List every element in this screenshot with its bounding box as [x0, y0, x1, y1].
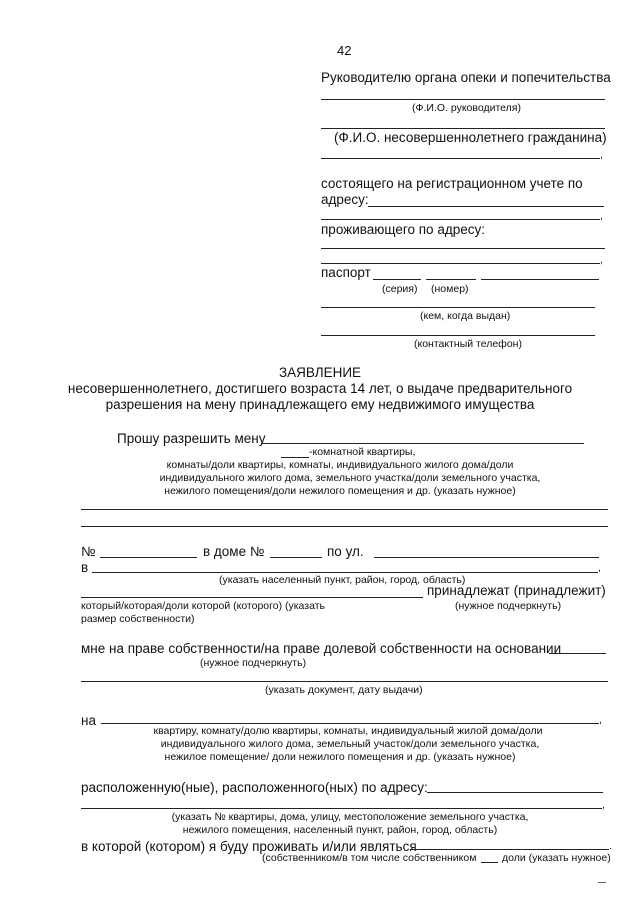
- comma: ,: [599, 714, 602, 726]
- page-number: 42: [337, 43, 352, 58]
- share-hint-1: который/которая/доли которой (которого) (указать: [81, 600, 325, 612]
- passport-series-line[interactable]: [373, 279, 421, 280]
- live-label: в которой (котором) я буду проживать и/или являться: [81, 839, 417, 854]
- in-label: в: [81, 560, 89, 575]
- underline-hint-2: (нужное подчеркнуть): [200, 657, 307, 669]
- registered-label: состоящего на регистрационном учете по: [321, 176, 583, 191]
- location-line[interactable]: [427, 792, 603, 793]
- num-line[interactable]: [100, 557, 197, 558]
- exchange-target-line[interactable]: [101, 723, 599, 724]
- exchange-hint-2: индивидуального жилого дома, земельный участок/доли земельного участка,: [160, 738, 540, 750]
- object-hint-1: комнаты/доли квартиры, комнаты, индивидуального жилого дома/доли: [166, 459, 514, 471]
- comma: ,: [598, 562, 601, 574]
- document-line[interactable]: [81, 681, 608, 682]
- document-title: ЗАЯВЛЕНИЕ: [278, 365, 362, 380]
- locality-hint: (указать населенный пункт, район, город, область): [219, 574, 466, 586]
- object-hint-3: нежилого помещения/доли нежилого помещения и др. (указать нужное): [164, 485, 516, 497]
- head-fio-line[interactable]: [321, 99, 605, 100]
- share-hint-2: размер собственности): [81, 613, 195, 625]
- rooms-hint: -комнатной квартиры,: [309, 446, 416, 458]
- passport-extra-line[interactable]: [481, 279, 599, 280]
- corner-mark: [598, 882, 606, 883]
- address-hint-1: (указать № квартиры, дома, улицу, местоположение земельного участка,: [171, 811, 529, 823]
- comma: ,: [600, 149, 603, 161]
- share-line[interactable]: [81, 597, 423, 598]
- object-line-1[interactable]: [81, 509, 608, 510]
- passport-number-line[interactable]: [426, 279, 476, 280]
- exchange-object-line[interactable]: [261, 443, 584, 444]
- head-fio-hint: (Ф.И.О. руководителя): [412, 102, 521, 114]
- located-label: расположенную(ные), расположенного(ных) по адресу:: [81, 780, 428, 795]
- owner-line[interactable]: [410, 849, 609, 850]
- document-subtitle-line2: разрешения на мену принадлежащего ему недвижимого имущества: [105, 397, 535, 412]
- underline-hint: (нужное подчеркнуть): [455, 600, 562, 612]
- document-hint: (указать документ, дату выдачи): [265, 684, 423, 696]
- comma: ,: [602, 799, 605, 811]
- passport-label: паспорт: [321, 265, 371, 280]
- living-address-line-2[interactable]: [321, 263, 600, 264]
- street-line[interactable]: [374, 557, 599, 558]
- request-label: Прошу разрешить мену: [117, 431, 266, 446]
- owner-hint-a: (собственником/в том числе собственником: [262, 852, 477, 864]
- house-label: в доме №: [203, 544, 265, 559]
- object-line-2[interactable]: [81, 526, 608, 527]
- minor-fio-line-2[interactable]: [321, 158, 600, 159]
- on-label: на: [81, 713, 96, 728]
- owner-hint-b: доли (указать нужное): [502, 852, 611, 864]
- phone-line[interactable]: [321, 335, 595, 336]
- comma: ,: [600, 210, 603, 222]
- exchange-hint-1: квартиру, комнату/долю квартиры, комнаты, индивидуальный жилой дома/доли: [153, 725, 543, 737]
- location-line-2[interactable]: [81, 808, 602, 809]
- issued-hint: (кем, когда выдан): [420, 310, 511, 322]
- num-label: №: [81, 544, 96, 559]
- registered-address-line[interactable]: [368, 206, 604, 207]
- house-line[interactable]: [270, 557, 322, 558]
- registered-address-line-2[interactable]: [321, 219, 600, 220]
- number-hint: (номер): [431, 283, 469, 295]
- registered-address-label: адресу:: [321, 192, 369, 207]
- address-hint-2: нежилого помещения, населенный пункт, район, город, область): [182, 824, 498, 836]
- document-subtitle-line1: несовершеннолетнего, достигшего возраста 14 лет, о выдаче предварительного: [67, 381, 573, 396]
- owner-share-line[interactable]: [481, 862, 498, 863]
- rooms-count-line[interactable]: [281, 457, 309, 458]
- issued-line[interactable]: [321, 307, 595, 308]
- living-label: проживающего по адресу:: [321, 222, 485, 237]
- ownership-label: мне на праве собственности/на праве долевой собственности на основании: [81, 641, 562, 656]
- belongs-label: принадлежат (принадлежит): [427, 583, 606, 598]
- street-label: по ул.: [327, 544, 364, 559]
- series-hint: (серия): [382, 283, 418, 295]
- period: .: [609, 840, 612, 852]
- exchange-hint-3: нежилое помещение/ доли нежилого помещения и др. (указать нужное): [164, 751, 516, 763]
- living-address-line[interactable]: [321, 248, 605, 249]
- comma: ,: [600, 254, 603, 266]
- object-hint-2: индивидуального жилого дома, земельного участка/доли земельного участка,: [159, 472, 541, 484]
- addressee-title: Руководителю органа опеки и попечительства: [321, 70, 611, 85]
- phone-hint: (контактный телефон): [414, 338, 522, 350]
- locality-line[interactable]: [92, 572, 598, 573]
- minor-fio-hint: (Ф.И.О. несовершеннолетнего гражданина): [334, 130, 607, 145]
- minor-fio-line[interactable]: [321, 128, 605, 129]
- ownership-basis-line[interactable]: [549, 653, 606, 654]
